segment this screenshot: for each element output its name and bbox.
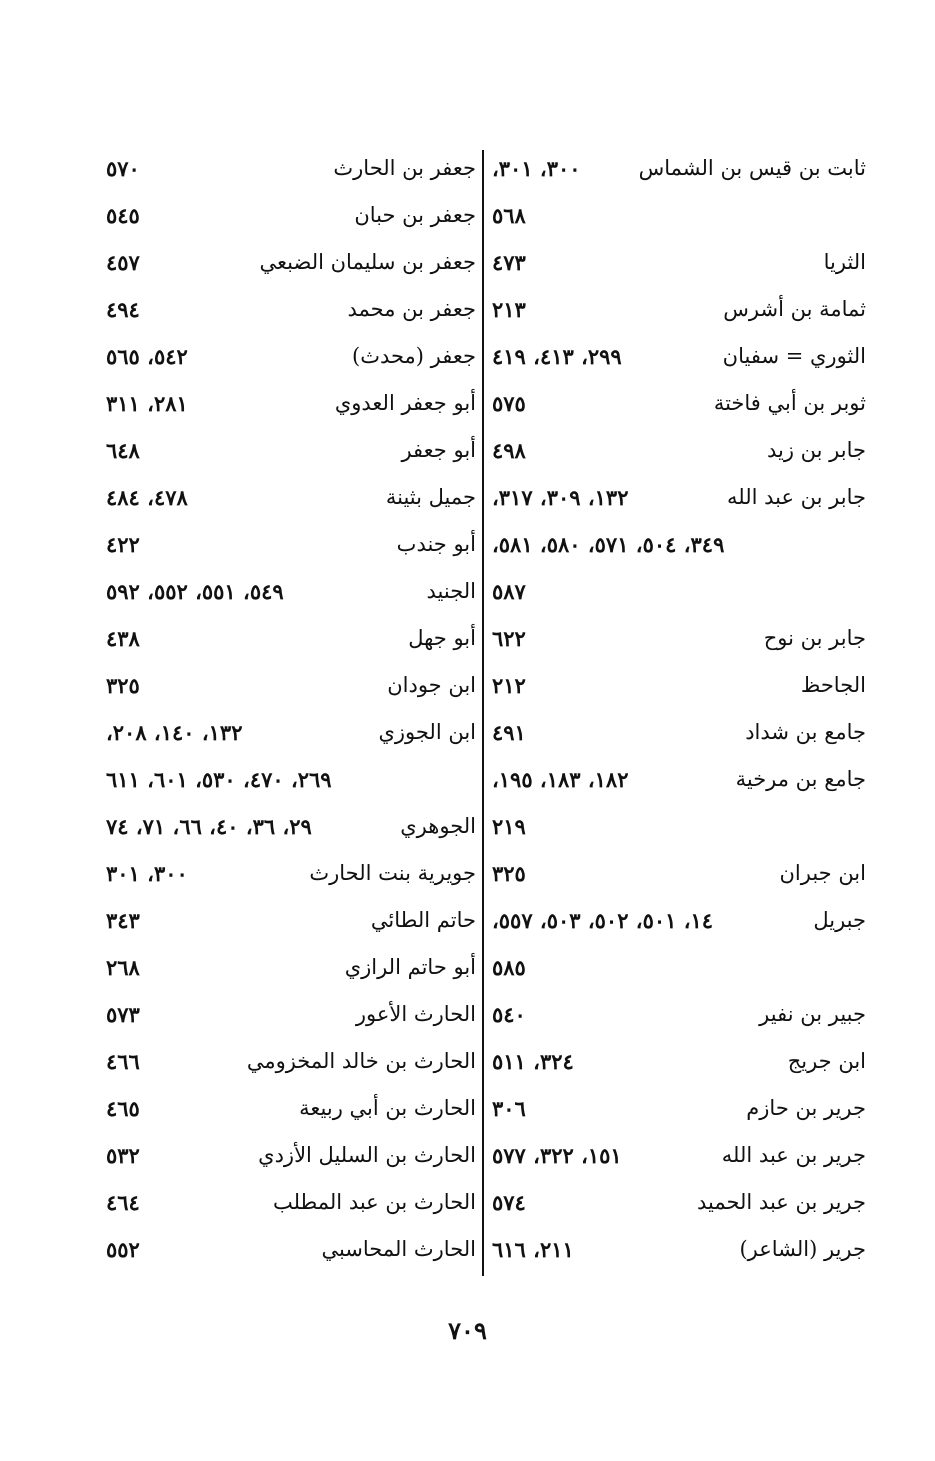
entry-pages: ٤٣٨ — [106, 626, 140, 651]
entry-pages: ٢٩٩، ٤١٣، ٤١٩ — [492, 344, 622, 369]
entry-name: حاتم الطائي — [370, 908, 476, 932]
entry-pages: ٥٤٥ — [106, 203, 140, 228]
entry-name: أبو حاتم الرازي — [344, 955, 476, 979]
entry-name: جويرية بنت الحارث — [309, 861, 476, 885]
index-entry — [96, 244, 482, 291]
entry-pages: ٤٦٦ — [106, 1049, 140, 1074]
entry-name: ثمامة بن أشرس — [723, 297, 866, 321]
index-entry — [484, 1090, 874, 1137]
index-entry — [96, 432, 482, 479]
index-entry — [484, 244, 874, 291]
index-entry — [484, 1184, 874, 1231]
entry-name: جبريل — [813, 908, 866, 932]
index-entry — [484, 526, 874, 573]
entry-name: الجوهري — [400, 814, 476, 838]
entry-pages: ٣٤٩، ٥٠٤، ٥٧١، ٥٨٠، ٥٨١، — [492, 532, 725, 557]
index-entry — [484, 573, 874, 620]
index-entry — [96, 667, 482, 714]
entry-pages: ٣٢٤، ٥١١ — [492, 1049, 574, 1074]
entry-name: الجنيد — [426, 579, 476, 603]
index-entry — [96, 620, 482, 667]
entry-pages: ٤٩٤ — [106, 297, 140, 322]
index-entry — [484, 808, 874, 855]
entry-name: ثابت بن قيس بن الشماس — [638, 156, 866, 180]
index-entry — [96, 996, 482, 1043]
entry-name: أبو جندب — [396, 532, 476, 556]
page-number: ٧٠٩ — [448, 1316, 487, 1345]
entry-pages: ٤٩٨ — [492, 438, 526, 463]
entry-pages: ٥٤٢، ٥٦٥ — [106, 344, 188, 369]
left-column — [96, 150, 482, 1276]
index-entry — [96, 949, 482, 996]
entry-name: جعفر (محدث) — [352, 344, 476, 368]
index-entry — [96, 338, 482, 385]
entry-name: الثريا — [823, 250, 866, 274]
entry-pages: ٥٥٢ — [106, 1237, 140, 1262]
entry-pages: ٢١٣ — [492, 297, 526, 322]
index-entry — [484, 338, 874, 385]
index-entry — [484, 714, 874, 761]
entry-name: ابن جبران — [779, 861, 866, 885]
index-entry — [96, 573, 482, 620]
entry-pages: ٢١١، ٦١٦ — [492, 1237, 574, 1262]
entry-pages: ٥٧٣ — [106, 1002, 140, 1027]
entry-pages: ٥٧٥ — [492, 391, 526, 416]
index-entry — [484, 1137, 874, 1184]
entry-name: أبو جهل — [408, 626, 476, 650]
entry-name: الثوري = سفيان — [722, 344, 866, 368]
index-entry — [484, 479, 874, 526]
entry-name: جرير بن عبد الله — [721, 1143, 866, 1167]
entry-name: جرير (الشاعر) — [739, 1237, 866, 1261]
index-entry — [484, 385, 874, 432]
entry-pages: ٢٦٨ — [106, 955, 140, 980]
entry-name: الحارث الأعور — [355, 1002, 476, 1026]
index-entry — [484, 1231, 874, 1278]
column-divider — [482, 150, 484, 1276]
entry-pages: ١٨٢، ١٨٣، ١٩٥، — [492, 767, 629, 792]
index-entry — [96, 526, 482, 573]
index-entry — [96, 1231, 482, 1278]
index-entry — [96, 150, 482, 197]
index-entry — [96, 1043, 482, 1090]
index-entry — [96, 291, 482, 338]
index-entry — [484, 855, 874, 902]
entry-name: جامع بن شداد — [745, 720, 866, 744]
entry-pages: ٣٤٣ — [106, 908, 140, 933]
index-entry — [96, 1090, 482, 1137]
entry-pages: ٢٩، ٣٦، ٤٠، ٦٦، ٧١، ٧٤ — [106, 814, 312, 839]
entry-pages: ٣٠٠، ٣٠١ — [106, 861, 188, 886]
entry-pages: ٥٤٩، ٥٥١، ٥٥٢، ٥٩٢ — [106, 579, 284, 604]
entry-name: الجاحظ — [800, 673, 866, 697]
entry-name: جعفر بن محمد — [347, 297, 476, 321]
entry-name: جبير بن نفير — [759, 1002, 866, 1026]
entry-pages: ٤٢٢ — [106, 532, 140, 557]
index-entry — [96, 385, 482, 432]
index-entry — [96, 197, 482, 244]
entry-name: الحارث المحاسبي — [321, 1237, 476, 1261]
entry-name: الحارث بن خالد المخزومي — [246, 1049, 476, 1073]
entry-pages: ١٣٢، ١٤٠، ٢٠٨، — [106, 720, 243, 745]
entry-name: أبو جعفر العدوي — [334, 391, 476, 415]
index-entry — [484, 949, 874, 996]
entry-name: جابر بن عبد الله — [726, 485, 866, 509]
entry-name: الحارث بن عبد المطلب — [272, 1190, 476, 1214]
entry-pages: ٥٦٨ — [492, 203, 526, 228]
right-column — [484, 150, 874, 1276]
entry-pages: ١٥١، ٣٢٢، ٥٧٧ — [492, 1143, 622, 1168]
entry-name: ابن الجوزي — [378, 720, 476, 744]
entry-pages: ١٤، ٥٠١، ٥٠٢، ٥٠٣، ٥٥٧، — [492, 908, 714, 933]
entry-name: جابر بن نوح — [763, 626, 866, 650]
entry-name: جامع بن مرخية — [735, 767, 866, 791]
entry-pages: ٢٨١، ٣١١ — [106, 391, 188, 416]
index-entry — [484, 761, 874, 808]
entry-pages: ٤٧٣ — [492, 250, 526, 275]
index-entry — [484, 620, 874, 667]
entry-name: جعفر بن سليمان الضبعي — [259, 250, 476, 274]
entry-name: الحارث بن أبي ربيعة — [299, 1096, 476, 1120]
entry-name: جرير بن عبد الحميد — [696, 1190, 866, 1214]
entry-pages: ٢١٩ — [492, 814, 526, 839]
entry-name: أبو جعفر — [401, 438, 476, 462]
index-entry — [96, 761, 482, 808]
index-entry — [96, 808, 482, 855]
entry-pages: ٤٩١ — [492, 720, 526, 745]
entry-pages: ٢٦٩، ٤٧٠، ٥٣٠، ٦٠١، ٦١١ — [106, 767, 332, 792]
entry-pages: ١٣٢، ٣٠٩، ٣١٧، — [492, 485, 629, 510]
index-entry — [484, 1043, 874, 1090]
entry-pages: ٣٢٥ — [492, 861, 526, 886]
entry-pages: ٥٨٧ — [492, 579, 526, 604]
entry-name: جرير بن حازم — [746, 1096, 866, 1120]
entry-name: ابن جريج — [787, 1049, 866, 1073]
index-entry — [96, 1184, 482, 1231]
index-entry — [484, 902, 874, 949]
entry-pages: ٤٦٤ — [106, 1190, 140, 1215]
entry-pages: ٣٠٠، ٣٠١، — [492, 156, 581, 181]
entry-name: جابر بن زيد — [766, 438, 866, 462]
index-entry — [484, 432, 874, 479]
entry-pages: ٢١٢ — [492, 673, 526, 698]
entry-name: الحارث بن السليل الأزدي — [258, 1143, 476, 1167]
index-entry — [96, 902, 482, 949]
entry-pages: ٤٥٧ — [106, 250, 140, 275]
index-entry — [484, 667, 874, 714]
entry-pages: ٥٧٠ — [106, 156, 140, 181]
entry-name: ثوبر بن أبي فاختة — [713, 391, 866, 415]
entry-name: جميل بثينة — [385, 485, 476, 509]
index-entry — [484, 197, 874, 244]
entry-pages: ٦٤٨ — [106, 438, 140, 463]
index-entry — [96, 1137, 482, 1184]
index-entry — [484, 996, 874, 1043]
index-entry — [484, 291, 874, 338]
entry-pages: ٣٠٦ — [492, 1096, 526, 1121]
entry-name: جعفر بن الحارث — [333, 156, 476, 180]
entry-pages: ٥٣٢ — [106, 1143, 140, 1168]
index-entry — [96, 855, 482, 902]
entry-pages: ٤٦٥ — [106, 1096, 140, 1121]
entry-pages: ٣٢٥ — [106, 673, 140, 698]
entry-pages: ٤٧٨، ٤٨٤ — [106, 485, 188, 510]
index-entry — [96, 714, 482, 761]
entry-pages: ٥٨٥ — [492, 955, 526, 980]
index-entry — [484, 150, 874, 197]
entry-pages: ٥٤٠ — [492, 1002, 526, 1027]
entry-name: ابن جودان — [387, 673, 476, 697]
index-entry — [96, 479, 482, 526]
entry-pages: ٥٧٤ — [492, 1190, 526, 1215]
entry-pages: ٦٢٢ — [492, 626, 526, 651]
entry-name: جعفر بن حبان — [354, 203, 476, 227]
